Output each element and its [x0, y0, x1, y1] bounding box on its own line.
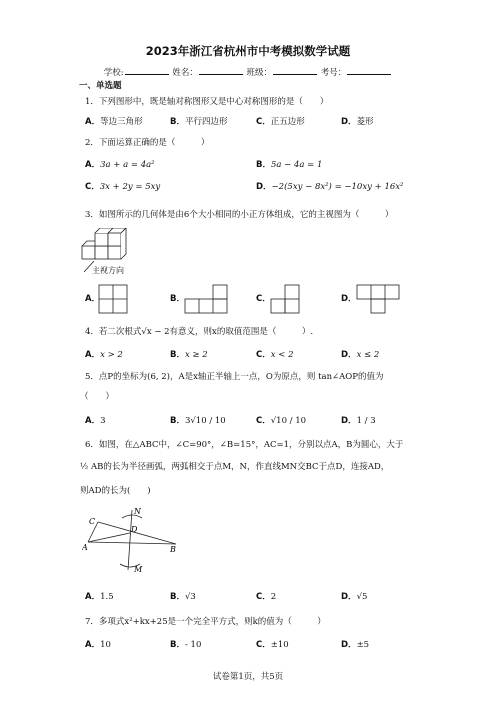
q3-option-a-figure: [98, 284, 130, 316]
option-text: 1.5: [100, 592, 114, 602]
q3-option-b-figure: [184, 284, 230, 316]
option-label: C．: [256, 416, 271, 426]
q7-option-a: [85, 638, 111, 650]
option-label: C．: [256, 294, 271, 304]
page-footer: 试卷第1页，共5页: [212, 672, 284, 682]
q5-option-c: [256, 414, 306, 426]
option-text: √3: [184, 592, 196, 602]
option-text: - 10: [184, 640, 202, 650]
q3-option-d: [341, 292, 357, 304]
q5-option-d: [341, 414, 376, 426]
point-n-label: N: [134, 507, 141, 516]
page-title: 2023年浙江省杭州市中考模拟数学试题: [145, 44, 351, 58]
q3-option-c: [256, 292, 271, 304]
option-label: A．: [85, 350, 101, 360]
point-d-label: D: [131, 525, 138, 534]
option-label: A．: [85, 640, 101, 650]
q4-option-d: [341, 348, 379, 360]
option-text: −2(5xy − 8x²) = −10xy + 16x²: [271, 182, 404, 192]
q3-option-c-figure: [270, 284, 302, 316]
option-label: A．: [85, 117, 101, 127]
option-text: 平行四边形: [184, 117, 228, 127]
option-label: D．: [341, 294, 357, 304]
option-label: D．: [341, 416, 357, 426]
option-label: A．: [85, 160, 101, 170]
option-label: B．: [170, 640, 185, 650]
q1-option-c: [256, 115, 305, 127]
option-label: D．: [341, 117, 357, 127]
q2-option-a: [85, 158, 155, 170]
school-label: 学校:: [103, 68, 124, 78]
option-label: D．: [341, 350, 357, 360]
name-blank: [199, 66, 243, 75]
q5-option-a: [85, 414, 106, 426]
option-label: B．: [170, 350, 185, 360]
student-info-line: [0, 66, 496, 78]
option-label: C．: [85, 182, 100, 192]
option-text: ±5: [356, 640, 370, 650]
option-label: C．: [256, 117, 271, 127]
q1-option-b: [170, 115, 228, 127]
class-label: 班级：: [246, 68, 273, 78]
option-label: A．: [85, 592, 101, 602]
q6-option-b: [170, 590, 196, 602]
option-label: C．: [256, 350, 271, 360]
question-6-stem-line2: ½ AB的长为半径画弧，两弧相交于点M，N，作直线MN交BC于点D，连接AD，: [80, 462, 390, 472]
point-a-label: A: [82, 543, 88, 552]
question-7-stem: 7．多项式x²+kx+25是一个完全平方式，则k的值为（ ）: [85, 617, 326, 627]
q3-option-d-figure: [356, 284, 402, 316]
class-blank: [273, 66, 317, 75]
q7-option-d: [341, 638, 369, 650]
option-label: B．: [170, 416, 185, 426]
section-heading: 一、单选题: [79, 81, 122, 91]
option-text: 1 / 3: [356, 416, 376, 426]
q4-option-c: [256, 348, 293, 360]
option-text: 等边三角形: [100, 117, 143, 127]
question-6-stem-line3: 则AD的长为( ): [80, 486, 151, 496]
option-label: B．: [170, 117, 185, 127]
q4-option-a: [85, 348, 123, 360]
name-label: 姓名：: [172, 68, 198, 78]
question-1-stem: 1．下列图形中，既是轴对称图形又是中心对称图形的是（ ）: [85, 97, 329, 107]
option-text: ±10: [270, 640, 289, 650]
option-text: 3a + a = 4a²: [100, 160, 155, 170]
option-label: C．: [256, 640, 271, 650]
question-2-stem: 2．下面运算正确的是（ ）: [85, 138, 210, 148]
option-label: D．: [341, 640, 357, 650]
option-text: x ≥ 2: [184, 350, 208, 360]
option-label: D．: [256, 182, 272, 192]
option-text: 10: [100, 640, 111, 650]
triangle-figure: [82, 506, 182, 578]
option-label: A．: [85, 416, 101, 426]
question-6-stem: 6．如图，在△ABC中，∠C=90°，∠B=15°，AC=1，分别以点A，B为圆心，大于: [85, 440, 404, 450]
question-5-stem: 5．点P的坐标为(6, 2)，A是x轴正半轴上一点，O为原点，则 tan∠AOP的值为: [85, 372, 384, 382]
q6-option-c: [256, 590, 276, 602]
option-text: 5a − 4a = 1: [270, 160, 323, 170]
option-text: √10 / 10: [270, 416, 307, 426]
q2-option-c: [85, 180, 160, 192]
q7-option-c: [256, 638, 289, 650]
option-label: A．: [85, 294, 101, 304]
q1-option-a: [85, 115, 143, 127]
q7-option-b: [170, 638, 201, 650]
point-c-label: C: [89, 517, 96, 526]
option-text: 正五边形: [270, 117, 305, 127]
option-label: C．: [256, 592, 271, 602]
q5-option-b: [170, 414, 226, 426]
q2-option-d: [256, 180, 403, 192]
option-label: B．: [256, 160, 271, 170]
option-text: x > 2: [100, 350, 123, 360]
question-3-stem: 3．如图所示的几何体是由6个大小相同的小正方体组成，它的主视图为（ ）: [85, 210, 394, 220]
view-direction-label: 主视方向: [92, 266, 124, 275]
q4-option-b: [170, 348, 208, 360]
point-b-label: B: [170, 545, 176, 554]
question-5-stem-line2: （ ）: [80, 392, 115, 402]
exam-number-blank: [347, 66, 391, 75]
q6-option-d: [341, 590, 367, 602]
school-blank: [125, 66, 169, 75]
option-text: 菱形: [356, 117, 374, 127]
option-label: B．: [170, 294, 185, 304]
option-text: √5: [356, 592, 368, 602]
q6-option-a: [85, 590, 114, 602]
option-text: 3x + 2y = 5xy: [99, 182, 161, 192]
option-text: 3√10 / 10: [184, 416, 226, 426]
option-text: x < 2: [270, 350, 294, 360]
q2-option-b: [256, 158, 322, 170]
option-text: 2: [270, 592, 277, 602]
option-label: B．: [170, 592, 185, 602]
point-m-label: M: [134, 565, 143, 574]
option-text: x ≤ 2: [356, 350, 380, 360]
q3-option-b: [170, 292, 185, 304]
option-label: D．: [341, 592, 357, 602]
q1-option-d: [341, 115, 374, 127]
question-4-stem: 4．若二次根式√x − 2有意义，则x的取值范围是（ ）.: [85, 327, 314, 337]
option-text: 3: [100, 416, 106, 426]
exam-number-label: 考号：: [320, 68, 347, 78]
